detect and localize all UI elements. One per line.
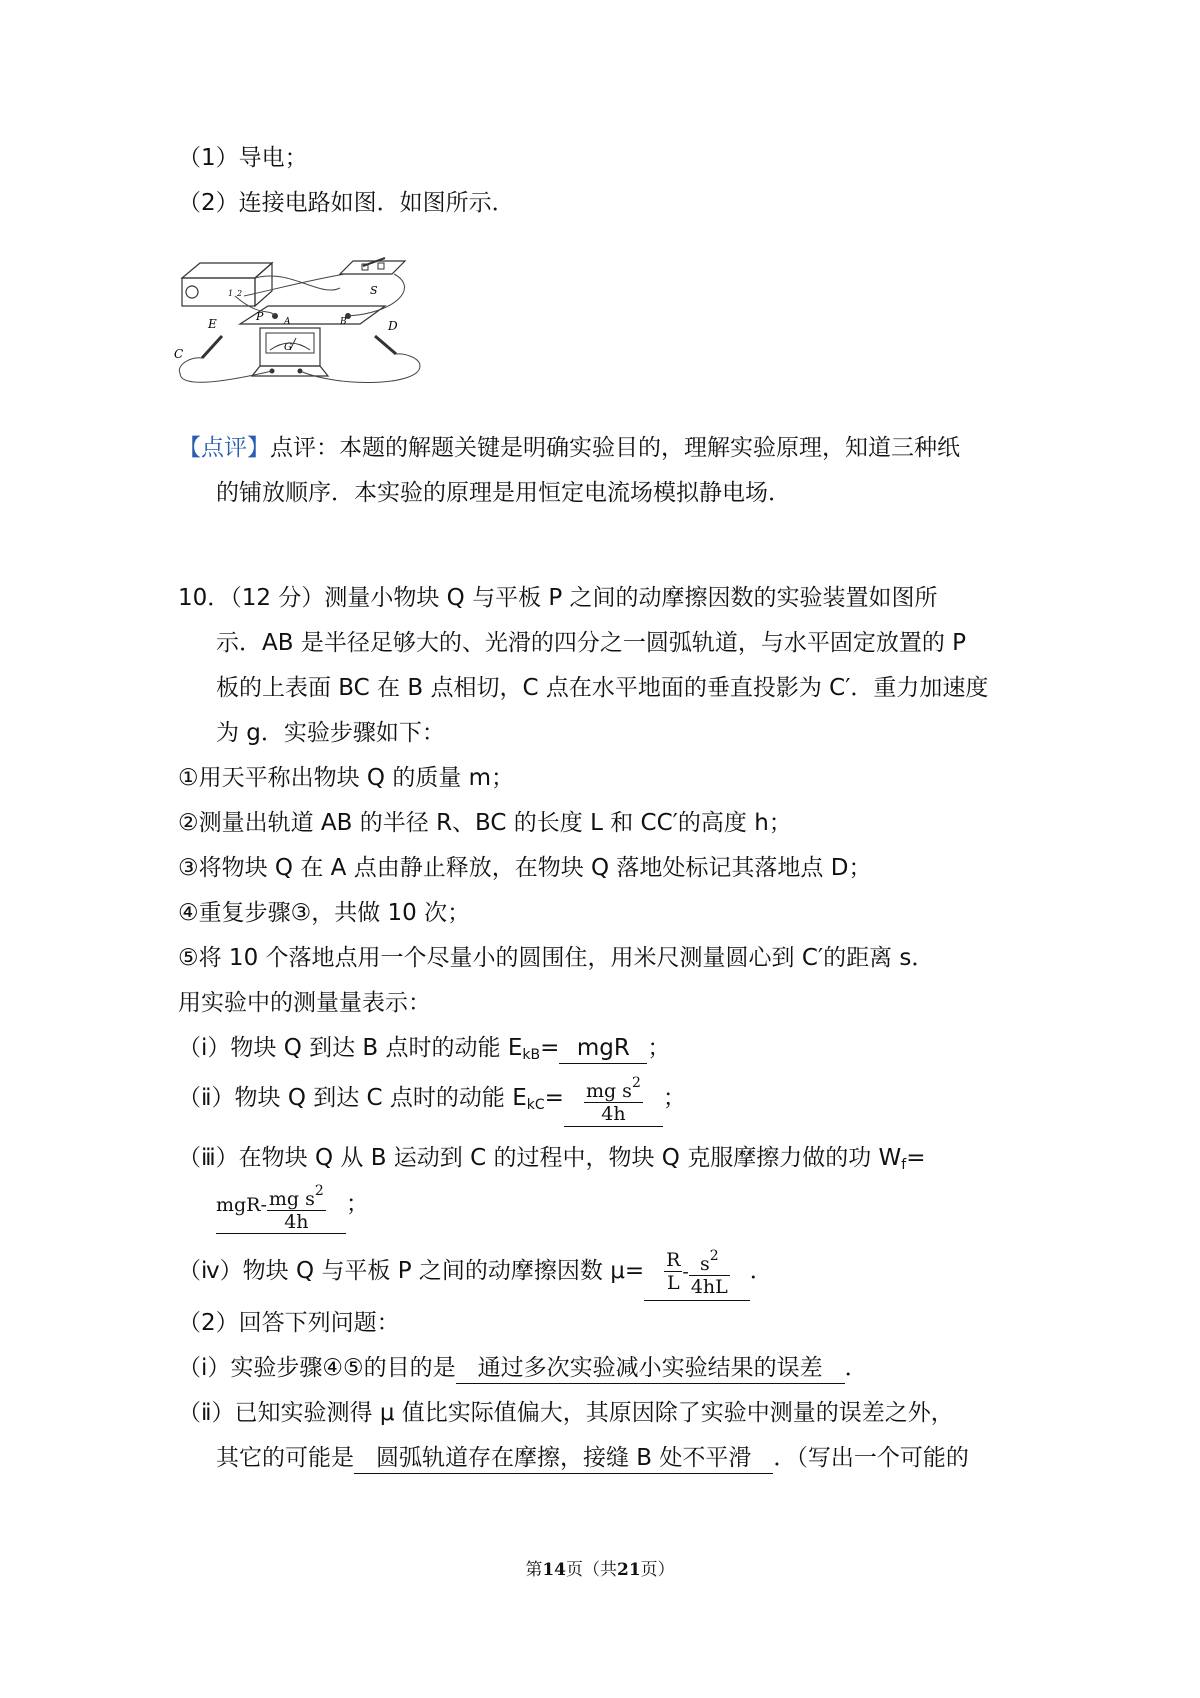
page-footer: 第14页（共21页） — [525, 1560, 675, 1580]
part1-iii-answer-line — [216, 1176, 369, 1234]
label-g: G — [284, 342, 292, 353]
part2-i-answer: 通过多次实验减小实验结果的误差 — [456, 1353, 845, 1384]
part1-iii-sub: f — [901, 1157, 907, 1173]
label-c: C — [174, 347, 184, 361]
part1-iv — [178, 1243, 773, 1301]
part2-heading: （2）回答下列问题： — [178, 1310, 400, 1336]
part1-iii-text: （ⅲ）在物块 Q 从 B 运动到 C 的过程中，物块 Q 克服摩擦力做的功 W — [178, 1145, 902, 1171]
part1-ii-text: （ⅱ）物块 Q 到达 C 点时的动能 E — [178, 1085, 527, 1111]
page-total: 21 — [617, 1560, 641, 1580]
part2-i-end: ． — [844, 1355, 868, 1381]
page-number: 14 — [542, 1560, 566, 1580]
label-d: D — [388, 319, 398, 333]
switch-s — [340, 258, 405, 297]
step-3: ③将物块 Q 在 A 点由静止释放，在物块 Q 落地处标记其落地点 D； — [178, 855, 872, 881]
step-1: ①用天平称出物块 Q 的质量 m； — [178, 765, 515, 791]
question-line-1: 10．（12 分）测量小物块 Q 与平板 P 之间的动摩擦因数的实验装置如图所 — [178, 585, 938, 611]
part1-i — [178, 1033, 670, 1070]
part2-ii-answer: 圆弧轨道存在摩擦，接缝 B 处不平滑 — [354, 1443, 773, 1474]
part1-ii-answer: $\frac{mg s^2}{4h}$ — [564, 1070, 663, 1127]
label-e: E — [208, 317, 217, 331]
label-2: 2 — [237, 289, 243, 298]
answer-2: （2）连接电路如图．如图所示． — [178, 190, 515, 216]
part1-ii — [178, 1070, 686, 1133]
express-heading: 用实验中的测量量表示： — [178, 990, 431, 1016]
part1-iv-text: （ⅳ）物块 Q 与平板 P 之间的动摩擦因数 μ= — [178, 1258, 645, 1284]
label-a: A — [284, 317, 291, 327]
label-s: S — [370, 284, 378, 297]
comment-line-1 — [178, 433, 960, 463]
probe-d — [375, 319, 398, 354]
part1-iv-end: ． — [749, 1258, 773, 1284]
galvanometer — [252, 328, 328, 376]
part1-i-text: （ⅰ）物块 Q 到达 B 点时的动能 E — [178, 1035, 523, 1061]
part1-iii — [178, 1143, 925, 1180]
part1-ii-eq: = — [544, 1085, 564, 1111]
question-line-4: 为 g．实验步骤如下： — [216, 720, 445, 746]
part1-iv-answer: $\frac{R}{L}$ - $\frac{s^2}{4hL}$ — [644, 1243, 750, 1301]
step-2: ②测量出轨道 AB 的半径 R、BC 的长度 L 和 CC′的高度 h； — [178, 810, 792, 836]
circuit-figure — [174, 258, 430, 393]
part1-iii-end: ； — [345, 1191, 369, 1217]
comment-tag: 【点评】 — [178, 435, 270, 461]
part1-i-answer: mgR — [559, 1033, 647, 1064]
part1-i-sub: kB — [522, 1047, 541, 1063]
comment-text-1: 点评：本题的解题关键是明确实验目的，理解实验原理，知道三种纸 — [270, 435, 960, 461]
paper-board — [240, 306, 385, 327]
part2-i — [178, 1353, 868, 1384]
power-supply — [182, 263, 272, 306]
label-1: 1 — [228, 289, 234, 298]
step-4: ④重复步骤③，共做 10 次； — [178, 900, 471, 926]
part2-ii-end: ．（写出一个可能的 — [773, 1445, 969, 1471]
knob-icon — [186, 286, 198, 298]
part1-ii-sub: kC — [526, 1097, 545, 1113]
part2-i-text: （ⅰ）实验步骤④⑤的目的是 — [178, 1355, 456, 1381]
part2-ii-line-1: （ⅱ）已知实验测得 μ 值比实际值偏大，其原因除了实验中测量的误差之外， — [178, 1400, 954, 1426]
part1-i-end: ； — [647, 1035, 671, 1061]
part1-iii-answer: mgR- $\frac{mg s^2}{4h}$ — [216, 1177, 346, 1234]
part1-ii-end: ； — [662, 1085, 686, 1111]
label-p: P — [256, 310, 264, 323]
comment-line-2: 的铺放顺序．本实验的原理是用恒定电流场模拟静电场． — [216, 480, 791, 506]
label-b: B — [340, 317, 347, 327]
part2-ii-line-2 — [216, 1443, 969, 1474]
step-5: ⑤将 10 个落地点用一个尽量小的圆围住，用米尺测量圆心到 C′的距离 s． — [178, 945, 935, 971]
part1-iii-eq: = — [906, 1145, 926, 1171]
part2-ii-text: 其它的可能是 — [216, 1445, 354, 1471]
part1-i-eq: = — [540, 1035, 560, 1061]
question-line-2: 示．AB 是半径足够大的、光滑的四分之一圆弧轨道，与水平固定放置的 P — [216, 630, 967, 656]
answer-1: （1）导电； — [178, 145, 308, 171]
question-line-3: 板的上表面 BC 在 B 点相切，C 点在水平地面的垂直投影为 C′．重力加速度 — [216, 675, 989, 701]
